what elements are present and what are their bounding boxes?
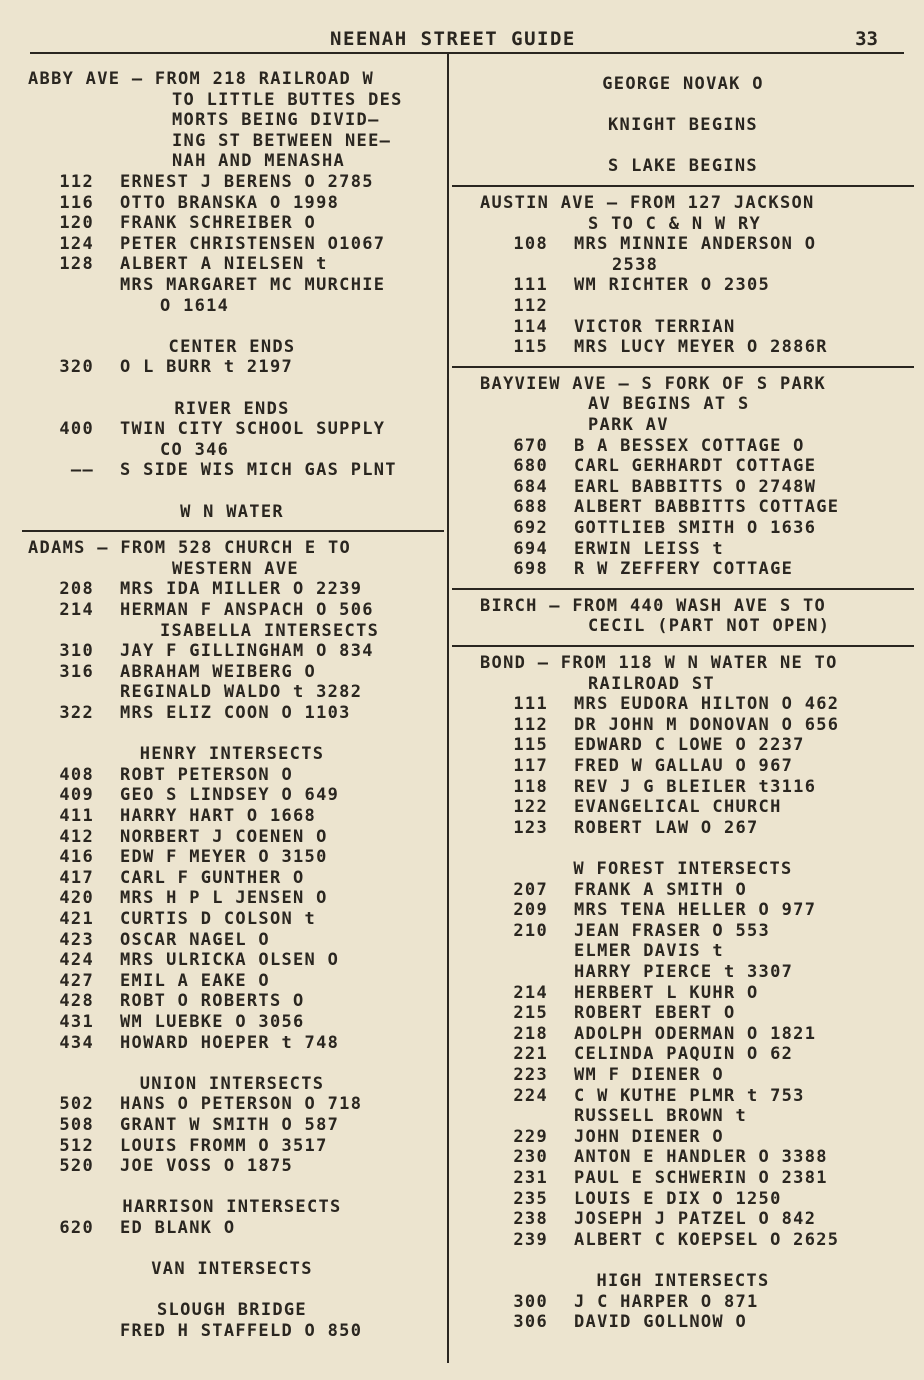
house-number: 214 — [59, 600, 94, 620]
house-number: 128 — [59, 254, 94, 275]
house-number: 411 — [59, 806, 94, 826]
house-number: 116 — [59, 192, 94, 213]
resident-name: REV J G BLEILER t3116 — [574, 776, 817, 797]
directory-entry — [22, 419, 442, 440]
resident-name: WM LUEBKE O 3056 — [120, 1012, 305, 1032]
entry-continuation: CO 346 — [160, 439, 230, 460]
resident-name: MRS MINNIE ANDERSON O — [574, 234, 817, 255]
resident-name: DR JOHN M DONOVAN O 656 — [574, 714, 840, 735]
house-number: 412 — [59, 826, 94, 847]
house-number: 698 — [513, 559, 548, 580]
resident-name: O L BURR t 2197 — [120, 357, 294, 378]
cross-street-note: UNION INTERSECTS — [139, 1073, 325, 1094]
directory-entry — [452, 735, 914, 756]
resident-name: ALBERT A NIELSEN t — [120, 254, 328, 275]
page-title: NEENAH STREET GUIDE — [330, 28, 576, 50]
house-number: 111 — [513, 694, 548, 715]
page-header — [30, 22, 904, 54]
directory-entry — [452, 539, 914, 560]
directory-entry — [452, 777, 914, 798]
resident-name: TWIN CITY SCHOOL SUPPLY — [120, 419, 386, 440]
directory-entry — [452, 983, 914, 1004]
street-name: BAYVIEW AVE — [480, 373, 607, 394]
street-heading — [28, 69, 374, 90]
directory-entry — [22, 600, 442, 621]
house-number: 694 — [513, 538, 548, 559]
directory-entry — [22, 641, 442, 662]
resident-name: JEAN FRASER O 553 — [574, 920, 771, 941]
house-number: 112 — [59, 172, 94, 192]
directory-entry — [452, 1147, 914, 1168]
column-divider — [447, 53, 449, 1363]
street-heading — [480, 374, 826, 395]
directory-entry — [22, 234, 442, 255]
resident-name: ADOLPH ODERMAN O 1821 — [574, 1023, 817, 1044]
resident-name: ALBERT C KOEPSEL O 2625 — [574, 1229, 840, 1250]
cross-street-note: HIGH INTERSECTS — [596, 1271, 770, 1291]
resident-name: NORBERT J COENEN O — [120, 826, 328, 847]
directory-entry — [22, 827, 442, 848]
resident-name: JOE VOSS O 1875 — [120, 1156, 294, 1177]
directory-entry — [452, 880, 914, 901]
house-number: 229 — [513, 1126, 548, 1147]
resident-name: MRS ULRICKA OLSEN O — [120, 950, 340, 971]
directory-entry — [452, 234, 914, 255]
house-number: 123 — [513, 817, 548, 838]
directory-entry — [452, 900, 914, 921]
street-name: BIRCH — [480, 595, 538, 616]
street-dash: — — [618, 373, 630, 394]
resident-name: EDWARD C LOWE O 2237 — [574, 735, 805, 756]
directory-entry — [22, 930, 442, 951]
resident-name: JOHN DIENER O — [574, 1126, 724, 1147]
house-number: 108 — [513, 234, 548, 255]
directory-entry — [452, 436, 914, 457]
resident-name: REGINALD WALDO t 3282 — [120, 682, 363, 703]
directory-entry — [22, 357, 442, 378]
house-number: 692 — [513, 518, 548, 538]
resident-name: FRED W GALLAU O 967 — [574, 756, 794, 776]
street-description: CECIL (PART NOT OPEN) — [588, 616, 831, 637]
directory-entry — [22, 172, 442, 193]
cross-street-note: SLOUGH BRIDGE — [157, 1300, 307, 1321]
house-number: 427 — [59, 970, 94, 991]
directory-entry — [22, 1156, 442, 1177]
cross-street-note: W N WATER — [180, 501, 284, 522]
resident-name: FRANK SCHREIBER O — [120, 213, 317, 234]
resident-name: EARL BABBITTS O 2748W — [574, 476, 817, 497]
directory-entry — [452, 1106, 914, 1127]
street-dash: — — [131, 69, 144, 89]
resident-name: CURTIS D COLSON t — [120, 909, 317, 929]
resident-name: ELMER DAVIS t — [574, 941, 724, 962]
house-number: 208 — [59, 579, 94, 600]
resident-name: ROBT PETERSON O — [120, 764, 294, 785]
resident-name: GOTTLIEB SMITH O 1636 — [574, 518, 817, 538]
street-name: AUSTIN AVE — [480, 193, 596, 213]
house-number: 420 — [59, 888, 94, 909]
directory-entry — [22, 1033, 442, 1054]
resident-name: CARL F GUNTHER O — [120, 867, 305, 888]
directory-entry — [452, 1168, 914, 1189]
street-description: FROM 440 WASH AVE S TO — [572, 595, 827, 616]
directory-entry — [452, 559, 914, 580]
house-number: 114 — [513, 316, 548, 337]
house-number: 120 — [59, 213, 94, 234]
cross-street-note: W FOREST INTERSECTS — [573, 859, 793, 879]
directory-entry — [22, 1218, 442, 1239]
section-rule — [452, 645, 914, 647]
directory-entry — [22, 1321, 442, 1342]
house-number: 112 — [513, 296, 548, 316]
section-rule — [22, 530, 444, 532]
resident-name: JAY F GILLINGHAM O 834 — [120, 641, 374, 662]
directory-entry — [452, 1044, 914, 1065]
house-number: 231 — [513, 1168, 548, 1188]
house-number: 421 — [59, 909, 94, 929]
house-number: 215 — [513, 1003, 548, 1024]
resident-name: ERWIN LEISS t — [574, 538, 724, 559]
house-number: 210 — [513, 920, 548, 941]
directory-entry — [22, 1136, 442, 1157]
directory-entry — [22, 806, 442, 827]
resident-name: ALBERT BABBITTS COTTAGE — [574, 497, 840, 518]
directory-entry — [452, 1230, 914, 1251]
house-number: 416 — [59, 847, 94, 868]
resident-name: MRS MARGARET MC MURCHIE — [120, 275, 386, 295]
resident-name: FRED H STAFFELD O 850 — [120, 1321, 363, 1341]
house-number: 423 — [59, 929, 94, 950]
directory-entry — [22, 785, 442, 806]
resident-name: EMIL A EAKE O — [120, 970, 270, 991]
resident-name: HERBERT L KUHR O — [574, 982, 759, 1003]
resident-name: JOSEPH J PATZEL O 842 — [574, 1209, 817, 1230]
street-name: BOND — [480, 653, 527, 673]
cross-street-note: VAN INTERSECTS — [151, 1259, 313, 1280]
directory-entry — [22, 909, 442, 930]
house-number: 409 — [59, 785, 94, 806]
house-number: 670 — [513, 435, 548, 456]
cross-street-note: S LAKE BEGINS — [608, 156, 758, 177]
resident-name: LOUIS E DIX O 1250 — [574, 1188, 782, 1209]
resident-name: HANS O PETERSON O 718 — [120, 1094, 363, 1115]
house-number: 209 — [513, 900, 548, 921]
section-rule — [452, 185, 914, 187]
house-number: 408 — [59, 764, 94, 785]
directory-entry — [22, 1094, 442, 1115]
directory-entry — [22, 847, 442, 868]
resident-name: CELINDA PAQUIN O 62 — [574, 1044, 794, 1065]
cross-street-note: GEORGE NOVAK O — [602, 74, 764, 94]
house-number: 238 — [513, 1209, 548, 1230]
street-description: RAILROAD ST — [588, 673, 715, 694]
resident-name: J C HARPER O 871 — [574, 1291, 759, 1312]
house-number: 316 — [59, 661, 94, 682]
directory-entry — [452, 1312, 914, 1333]
directory-entry — [22, 765, 442, 786]
house-number: 223 — [513, 1065, 548, 1085]
street-dash: — — [606, 193, 619, 213]
street-dash: — — [549, 595, 561, 616]
house-number: 117 — [513, 756, 548, 776]
house-number: 300 — [513, 1291, 548, 1312]
street-heading — [480, 653, 838, 674]
street-description: WESTERN AVE — [172, 558, 299, 579]
directory-entry — [452, 456, 914, 477]
directory-entry — [22, 950, 442, 971]
street-description: FROM 118 W N WATER NE TO — [560, 653, 838, 673]
directory-entry — [452, 1003, 914, 1024]
directory-entry — [452, 1127, 914, 1148]
cross-street-note: RIVER ENDS — [174, 398, 290, 419]
directory-entry — [22, 662, 442, 683]
resident-name: HERMAN F ANSPACH O 506 — [120, 600, 374, 620]
street-description: S TO C & N W RY — [588, 213, 762, 234]
street-name: ABBY AVE — [28, 69, 121, 89]
house-number: 428 — [59, 991, 94, 1012]
section-rule — [452, 366, 914, 368]
resident-name: WM RICHTER O 2305 — [574, 275, 771, 296]
house-number: 320 — [59, 357, 94, 378]
street-heading — [480, 193, 815, 214]
house-number: 688 — [513, 497, 548, 518]
house-number: 224 — [513, 1085, 548, 1106]
directory-entry — [22, 703, 442, 724]
directory-entry — [452, 1292, 914, 1313]
resident-name: ABRAHAM WEIBERG O — [120, 661, 317, 682]
street-heading — [28, 538, 351, 559]
entry-continuation: 2538 — [612, 254, 659, 275]
directory-entry — [22, 682, 442, 703]
house-number: 431 — [59, 1012, 94, 1032]
street-description: FROM 528 CHURCH E TO — [120, 538, 352, 559]
cross-street-note: HENRY INTERSECTS — [139, 744, 325, 765]
directory-entry — [22, 868, 442, 889]
directory-entry — [452, 1065, 914, 1086]
street-description: AV BEGINS AT S — [588, 394, 750, 415]
house-number: 118 — [513, 776, 548, 797]
street-description: ING ST BETWEEN NEE— — [172, 130, 392, 151]
resident-name: FRANK A SMITH O — [574, 879, 748, 900]
street-name: ADAMS — [28, 538, 86, 559]
directory-entry — [452, 818, 914, 839]
house-number: 680 — [513, 456, 548, 477]
resident-name: S SIDE WIS MICH GAS PLNT — [120, 460, 397, 481]
directory-entry — [452, 477, 914, 498]
resident-name: PAUL E SCHWERIN O 2381 — [574, 1168, 828, 1188]
street-description: FROM 218 RAILROAD W — [154, 69, 375, 89]
directory-entry — [452, 756, 914, 777]
resident-name: B A BESSEX COTTAGE O — [574, 435, 805, 456]
directory-entry — [452, 941, 914, 962]
house-number: 230 — [513, 1147, 548, 1168]
house-number: 207 — [513, 879, 548, 900]
directory-entry — [22, 275, 442, 296]
house-number: 508 — [59, 1115, 94, 1135]
resident-name: ERNEST J BERENS O 2785 — [120, 172, 374, 192]
resident-name: OSCAR NAGEL O — [120, 929, 270, 950]
resident-name: ANTON E HANDLER O 3388 — [574, 1147, 828, 1168]
directory-entry — [22, 971, 442, 992]
directory-entry — [452, 715, 914, 736]
street-description: NAH AND MENASHA — [172, 151, 346, 172]
house-number: 122 — [513, 797, 548, 818]
house-number: 306 — [513, 1312, 548, 1333]
directory-entry — [452, 694, 914, 715]
house-number: 214 — [513, 982, 548, 1003]
directory-entry — [452, 1189, 914, 1210]
directory-entry — [452, 797, 914, 818]
house-number: 322 — [59, 703, 94, 723]
house-number: 502 — [59, 1094, 94, 1115]
section-rule — [452, 588, 914, 590]
house-number: 434 — [59, 1032, 94, 1053]
directory-entry — [452, 962, 914, 983]
resident-name: VICTOR TERRIAN — [574, 316, 736, 337]
resident-name: RUSSELL BROWN t — [574, 1106, 748, 1127]
house-number: 218 — [513, 1023, 548, 1044]
directory-entry — [22, 579, 442, 600]
directory-entry — [452, 1024, 914, 1045]
street-description: FROM 127 JACKSON — [630, 193, 815, 213]
resident-name: CARL GERHARDT COTTAGE — [574, 456, 817, 477]
resident-name: MRS IDA MILLER O 2239 — [120, 579, 363, 600]
resident-name: ROBT O ROBERTS O — [120, 991, 305, 1012]
house-number: —— — [70, 460, 94, 481]
directory-entry — [22, 991, 442, 1012]
resident-name: GEO S LINDSEY O 649 — [120, 785, 340, 806]
directory-entry — [22, 193, 442, 214]
directory-entry — [22, 1115, 442, 1136]
house-number: 111 — [513, 275, 548, 296]
directory-entry — [452, 1209, 914, 1230]
resident-name: MRS ELIZ COON O 1103 — [120, 703, 351, 723]
street-description: MORTS BEING DIVID— — [172, 110, 380, 131]
house-number: 115 — [513, 337, 548, 358]
house-number: 620 — [59, 1218, 94, 1238]
directory-entry — [452, 337, 914, 358]
resident-name: GRANT W SMITH O 587 — [120, 1115, 340, 1135]
house-number: 235 — [513, 1188, 548, 1209]
directory-entry — [22, 254, 442, 275]
resident-name: MRS TENA HELLER O 977 — [574, 900, 817, 921]
directory-entry — [452, 317, 914, 338]
resident-name: HARRY PIERCE t 3307 — [574, 962, 794, 982]
cross-street-note: HARRISON INTERSECTS — [122, 1197, 342, 1218]
house-number: 221 — [513, 1044, 548, 1065]
house-number: 684 — [513, 476, 548, 497]
directory-entry — [452, 296, 914, 317]
resident-name: R W ZEFFERY COTTAGE — [574, 559, 794, 580]
house-number: 424 — [59, 950, 94, 971]
resident-name: HARRY HART O 1668 — [120, 806, 317, 826]
directory-entry — [452, 518, 914, 539]
entry-continuation: O 1614 — [160, 295, 230, 316]
directory-entry — [452, 1086, 914, 1107]
directory-entry — [22, 213, 442, 234]
house-number: 124 — [59, 233, 94, 254]
page-number: 33 — [855, 28, 878, 50]
directory-entry — [452, 497, 914, 518]
entry-continuation: ISABELLA INTERSECTS — [160, 620, 380, 641]
resident-name: OTTO BRANSKA O 1998 — [120, 192, 340, 213]
directory-entry — [22, 460, 442, 481]
resident-name: WM F DIENER O — [574, 1065, 724, 1085]
resident-name: MRS H P L JENSEN O — [120, 888, 328, 909]
cross-street-note: KNIGHT BEGINS — [608, 115, 758, 136]
house-number: 310 — [59, 641, 94, 662]
street-heading — [480, 596, 826, 617]
directory-entry — [452, 921, 914, 942]
house-number: 115 — [513, 735, 548, 756]
resident-name: HOWARD HOEPER t 748 — [120, 1032, 340, 1053]
street-description: PARK AV — [588, 415, 669, 435]
directory-entry — [22, 888, 442, 909]
house-number: 417 — [59, 867, 94, 888]
resident-name: C W KUTHE PLMR t 753 — [574, 1085, 805, 1106]
house-number: 112 — [513, 714, 548, 735]
house-number: 400 — [59, 419, 94, 440]
street-dash: — — [537, 653, 550, 673]
directory-entry — [452, 275, 914, 296]
resident-name: MRS EUDORA HILTON O 462 — [574, 694, 840, 715]
cross-street-note: CENTER ENDS — [168, 336, 296, 357]
resident-name: ROBERT EBERT O — [574, 1003, 736, 1024]
resident-name: EVANGELICAL CHURCH — [574, 797, 782, 818]
house-number: 520 — [59, 1156, 94, 1177]
street-dash: — — [97, 538, 109, 559]
house-number: 512 — [59, 1135, 94, 1156]
resident-name: ROBERT LAW O 267 — [574, 817, 759, 838]
resident-name: ED BLANK O — [120, 1218, 236, 1238]
resident-name: DAVID GOLLNOW O — [574, 1312, 748, 1333]
resident-name: MRS LUCY MEYER O 2886R — [574, 337, 828, 358]
street-description: S FORK OF S PARK — [641, 373, 827, 394]
resident-name: LOUIS FROMM O 3517 — [120, 1135, 328, 1156]
resident-name: EDW F MEYER O 3150 — [120, 847, 328, 868]
street-description: TO LITTLE BUTTES DES — [172, 89, 403, 110]
house-number: 239 — [513, 1229, 548, 1250]
resident-name: PETER CHRISTENSEN O1067 — [120, 233, 386, 254]
directory-entry — [22, 1012, 442, 1033]
